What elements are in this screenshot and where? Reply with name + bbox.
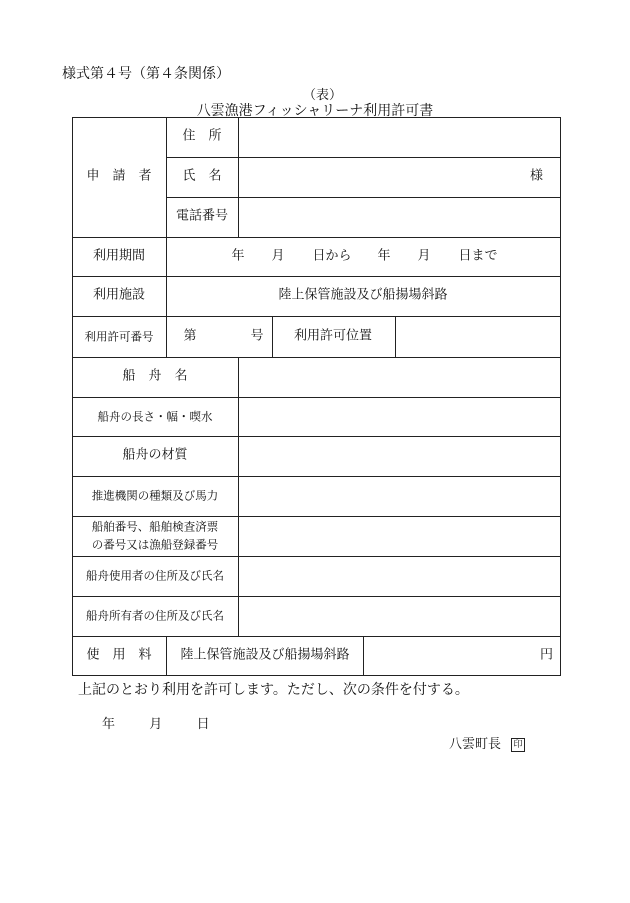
facility-value: 陸上保管施設及び船揚場斜路: [278, 287, 448, 303]
owner-label: 船舟所有者の住所及び氏名: [86, 608, 224, 623]
registration-label-line2: の番号又は漁船登録番号: [91, 537, 219, 552]
permit-number-label: 利用許可番号: [84, 329, 154, 344]
owner-field[interactable]: [239, 597, 560, 636]
issuer-title: 八雲町長: [449, 737, 502, 752]
phone-label: 電話番号: [175, 208, 229, 224]
permit-number-suffix: 号: [250, 328, 264, 344]
period-start-month-unit: 月: [271, 248, 285, 264]
boat-material-label: 船舟の材質: [122, 447, 188, 463]
name-field[interactable]: [239, 158, 519, 197]
boat-name-field[interactable]: [239, 358, 560, 397]
issue-date-month-unit: 月: [149, 717, 163, 732]
boat-size-field[interactable]: [239, 398, 560, 436]
phone-field[interactable]: [239, 198, 560, 237]
period-start-year-unit: 年: [231, 248, 245, 264]
name-honorific: 様: [529, 168, 543, 184]
form-number: 様式第４号（第４条関係）: [62, 66, 230, 82]
period-start-day-unit: 日から: [312, 248, 352, 264]
permit-position-label: 利用許可位置: [293, 328, 373, 344]
name-label: 氏 名: [182, 168, 222, 184]
issuer: [449, 733, 525, 752]
engine-label: 推進機関の種類及び馬力: [91, 488, 219, 503]
address-field[interactable]: [239, 118, 560, 157]
permit-number-prefix: 第: [183, 328, 197, 344]
permit-conditions-note: 上記のとおり利用を許可します。ただし、次の条件を付する。: [78, 682, 469, 698]
side-label: （表）: [303, 88, 343, 103]
issue-date-year-unit: 年: [102, 717, 116, 732]
registration-label-line1: 船舶番号、船舶検査済票: [91, 519, 219, 534]
user-label: 船舟使用者の住所及び氏名: [86, 568, 224, 583]
engine-field[interactable]: [239, 477, 560, 516]
period-label: 利用期間: [92, 248, 146, 264]
boat-material-field[interactable]: [239, 437, 560, 476]
address-label: 住 所: [182, 128, 222, 144]
document-title: 八雲漁港フィッシャリーナ利用許可書: [196, 103, 434, 119]
boat-name-label: 船 舟 名: [122, 368, 188, 384]
registration-field[interactable]: [239, 517, 560, 556]
fee-amount-field[interactable]: [364, 637, 534, 675]
fee-unit: 円: [539, 647, 553, 663]
period-end-day-unit: 日まで: [458, 248, 498, 264]
fee-label: 使 用 料: [86, 647, 152, 663]
user-field[interactable]: [239, 557, 560, 596]
period-end-year-unit: 年: [377, 248, 391, 264]
applicant-label: 申 請 者: [86, 168, 152, 184]
period-end-month-unit: 月: [417, 248, 431, 264]
facility-label: 利用施設: [92, 287, 146, 303]
fee-item: 陸上保管施設及び船揚場斜路: [180, 647, 350, 663]
issue-date-day-unit: 日: [196, 717, 210, 732]
issue-date: [102, 713, 210, 732]
boat-size-label: 船舟の長さ・幅・喫水: [97, 409, 213, 424]
seal-mark: 印: [511, 738, 525, 752]
permit-position-field[interactable]: [396, 317, 560, 357]
